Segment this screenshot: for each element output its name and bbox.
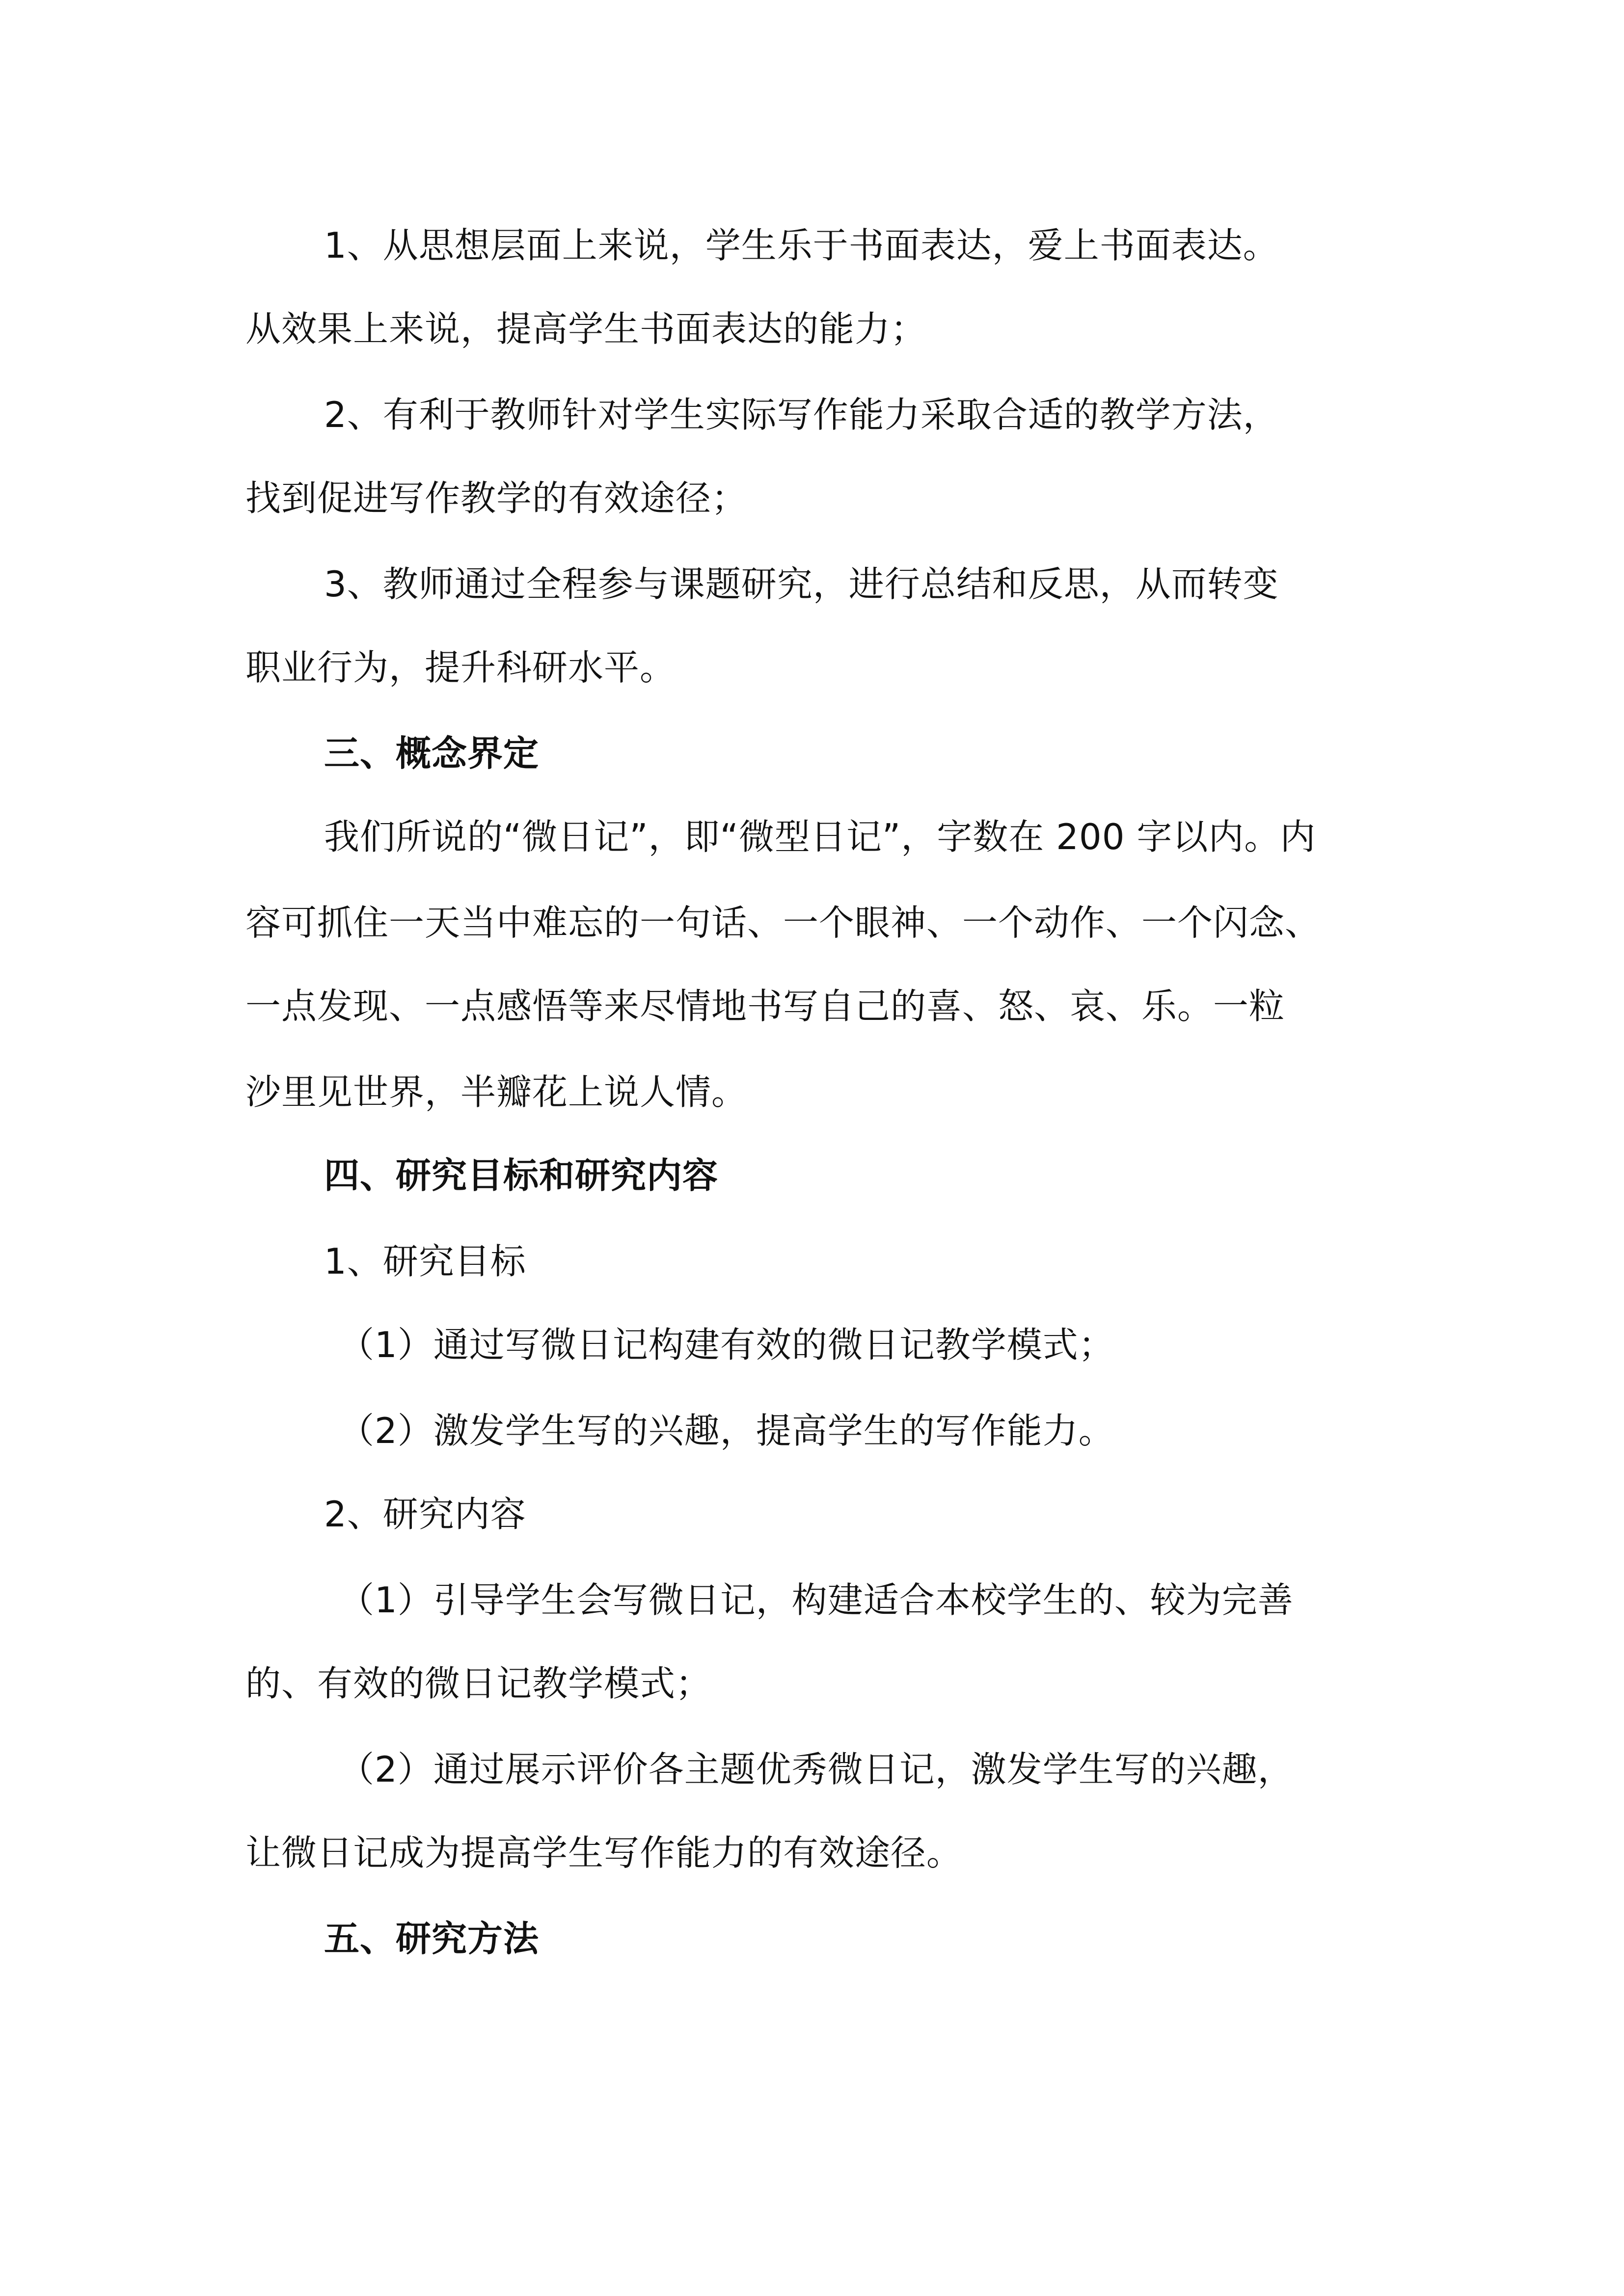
paragraph-line: 找到促进写作教学的有效途径； <box>245 478 748 519</box>
list-item: （2）激发学生写的兴趣，提高学生的写作能力。 <box>339 1410 1114 1451</box>
paragraph-line: 1、从思想层面上来说，学生乐于书面表达，爱上书面表达。 <box>324 225 1279 266</box>
section-heading: 五、研究方法 <box>324 1918 540 1959</box>
paragraph-line: 2、有利于教师针对学生实际写作能力采取合适的教学方法， <box>324 394 1279 435</box>
list-item: （2）通过展示评价各主题优秀微日记，激发学生写的兴趣， <box>339 1749 1294 1790</box>
paragraph-line: 让微日记成为提高学生写作能力的有效途径。 <box>245 1832 963 1873</box>
subheading: 1、研究目标 <box>324 1241 526 1282</box>
section-heading: 四、研究目标和研究内容 <box>324 1155 719 1196</box>
section-heading: 三、概念界定 <box>324 733 540 774</box>
subheading: 2、研究内容 <box>324 1494 526 1535</box>
paragraph-line: 一点发现、一点感悟等来尽情地书写自己的喜、怒、哀、乐。一粒 <box>245 986 1285 1027</box>
paragraph-line: 职业行为，提升科研水平。 <box>245 647 676 688</box>
paragraph-line: 3、教师通过全程参与课题研究，进行总结和反思，从而转变 <box>324 563 1279 605</box>
list-item: （1）通过写微日记构建有效的微日记教学模式； <box>339 1324 1114 1365</box>
paragraph-line: 沙里见世界，半瓣花上说人情。 <box>245 1071 748 1113</box>
paragraph-line: 的、有效的微日记教学模式； <box>245 1663 712 1704</box>
paragraph-line: 容可抓住一天当中难忘的一句话、一个眼神、一个动作、一个闪念、 <box>245 902 1321 943</box>
list-item: （1）引导学生会写微日记，构建适合本校学生的、较为完善 <box>339 1579 1294 1621</box>
paragraph-line: 从效果上来说，提高学生书面表达的能力； <box>245 308 927 349</box>
paragraph-line: 我们所说的“微日记”，即“微型日记”，字数在 200 字以内。内 <box>324 816 1316 857</box>
